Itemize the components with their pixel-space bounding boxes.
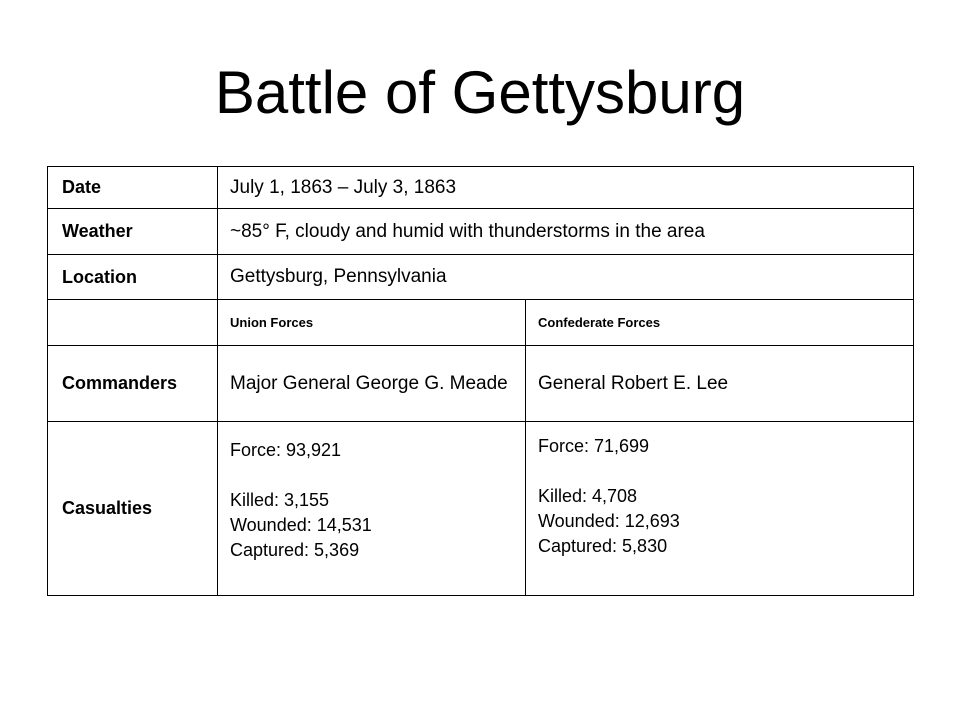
commanders-row <box>48 346 914 422</box>
confederate-force: Force: 71,699 <box>538 436 650 456</box>
union-commander: Major General George G. Meade <box>218 346 526 422</box>
location-label: Location <box>48 255 218 300</box>
slide-title: Battle of Gettysburg <box>214 59 746 126</box>
confederate-killed: Killed: 4,708 <box>538 486 638 506</box>
casualties-label: Casualties <box>48 422 218 596</box>
casualties-row <box>48 422 914 596</box>
location-value: Gettysburg, Pennsylvania <box>218 255 914 300</box>
date-label: Date <box>48 167 218 209</box>
union-wounded: Wounded: 14,531 <box>230 515 372 535</box>
forces-header-row <box>48 300 914 346</box>
confederate-commander: General Robert E. Lee <box>526 346 914 422</box>
date-value: July 1, 1863 – July 3, 1863 <box>218 167 914 209</box>
weather-row <box>48 209 914 255</box>
confederate-casualties <box>526 422 914 596</box>
weather-label: Weather <box>48 209 218 255</box>
confederate-captured: Captured: 5,830 <box>538 536 668 556</box>
forces-header-empty-cell <box>48 300 218 346</box>
commanders-label: Commanders <box>48 346 218 422</box>
union-casualties <box>218 422 526 596</box>
confederate-wounded: Wounded: 12,693 <box>538 511 680 531</box>
union-casualties-spacer <box>230 463 525 488</box>
union-forces-header: Union Forces <box>218 300 526 346</box>
union-killed: Killed: 3,155 <box>230 490 330 510</box>
union-captured: Captured: 5,369 <box>230 540 360 560</box>
date-row <box>48 167 914 209</box>
weather-value: ~85° F, cloudy and humid with thunderstorms in the area <box>218 209 914 255</box>
confederate-forces-header: Confederate Forces <box>526 300 914 346</box>
battle-info-table <box>47 166 914 596</box>
location-row <box>48 255 914 300</box>
confederate-casualties-spacer <box>538 459 913 484</box>
union-force: Force: 93,921 <box>230 440 342 460</box>
